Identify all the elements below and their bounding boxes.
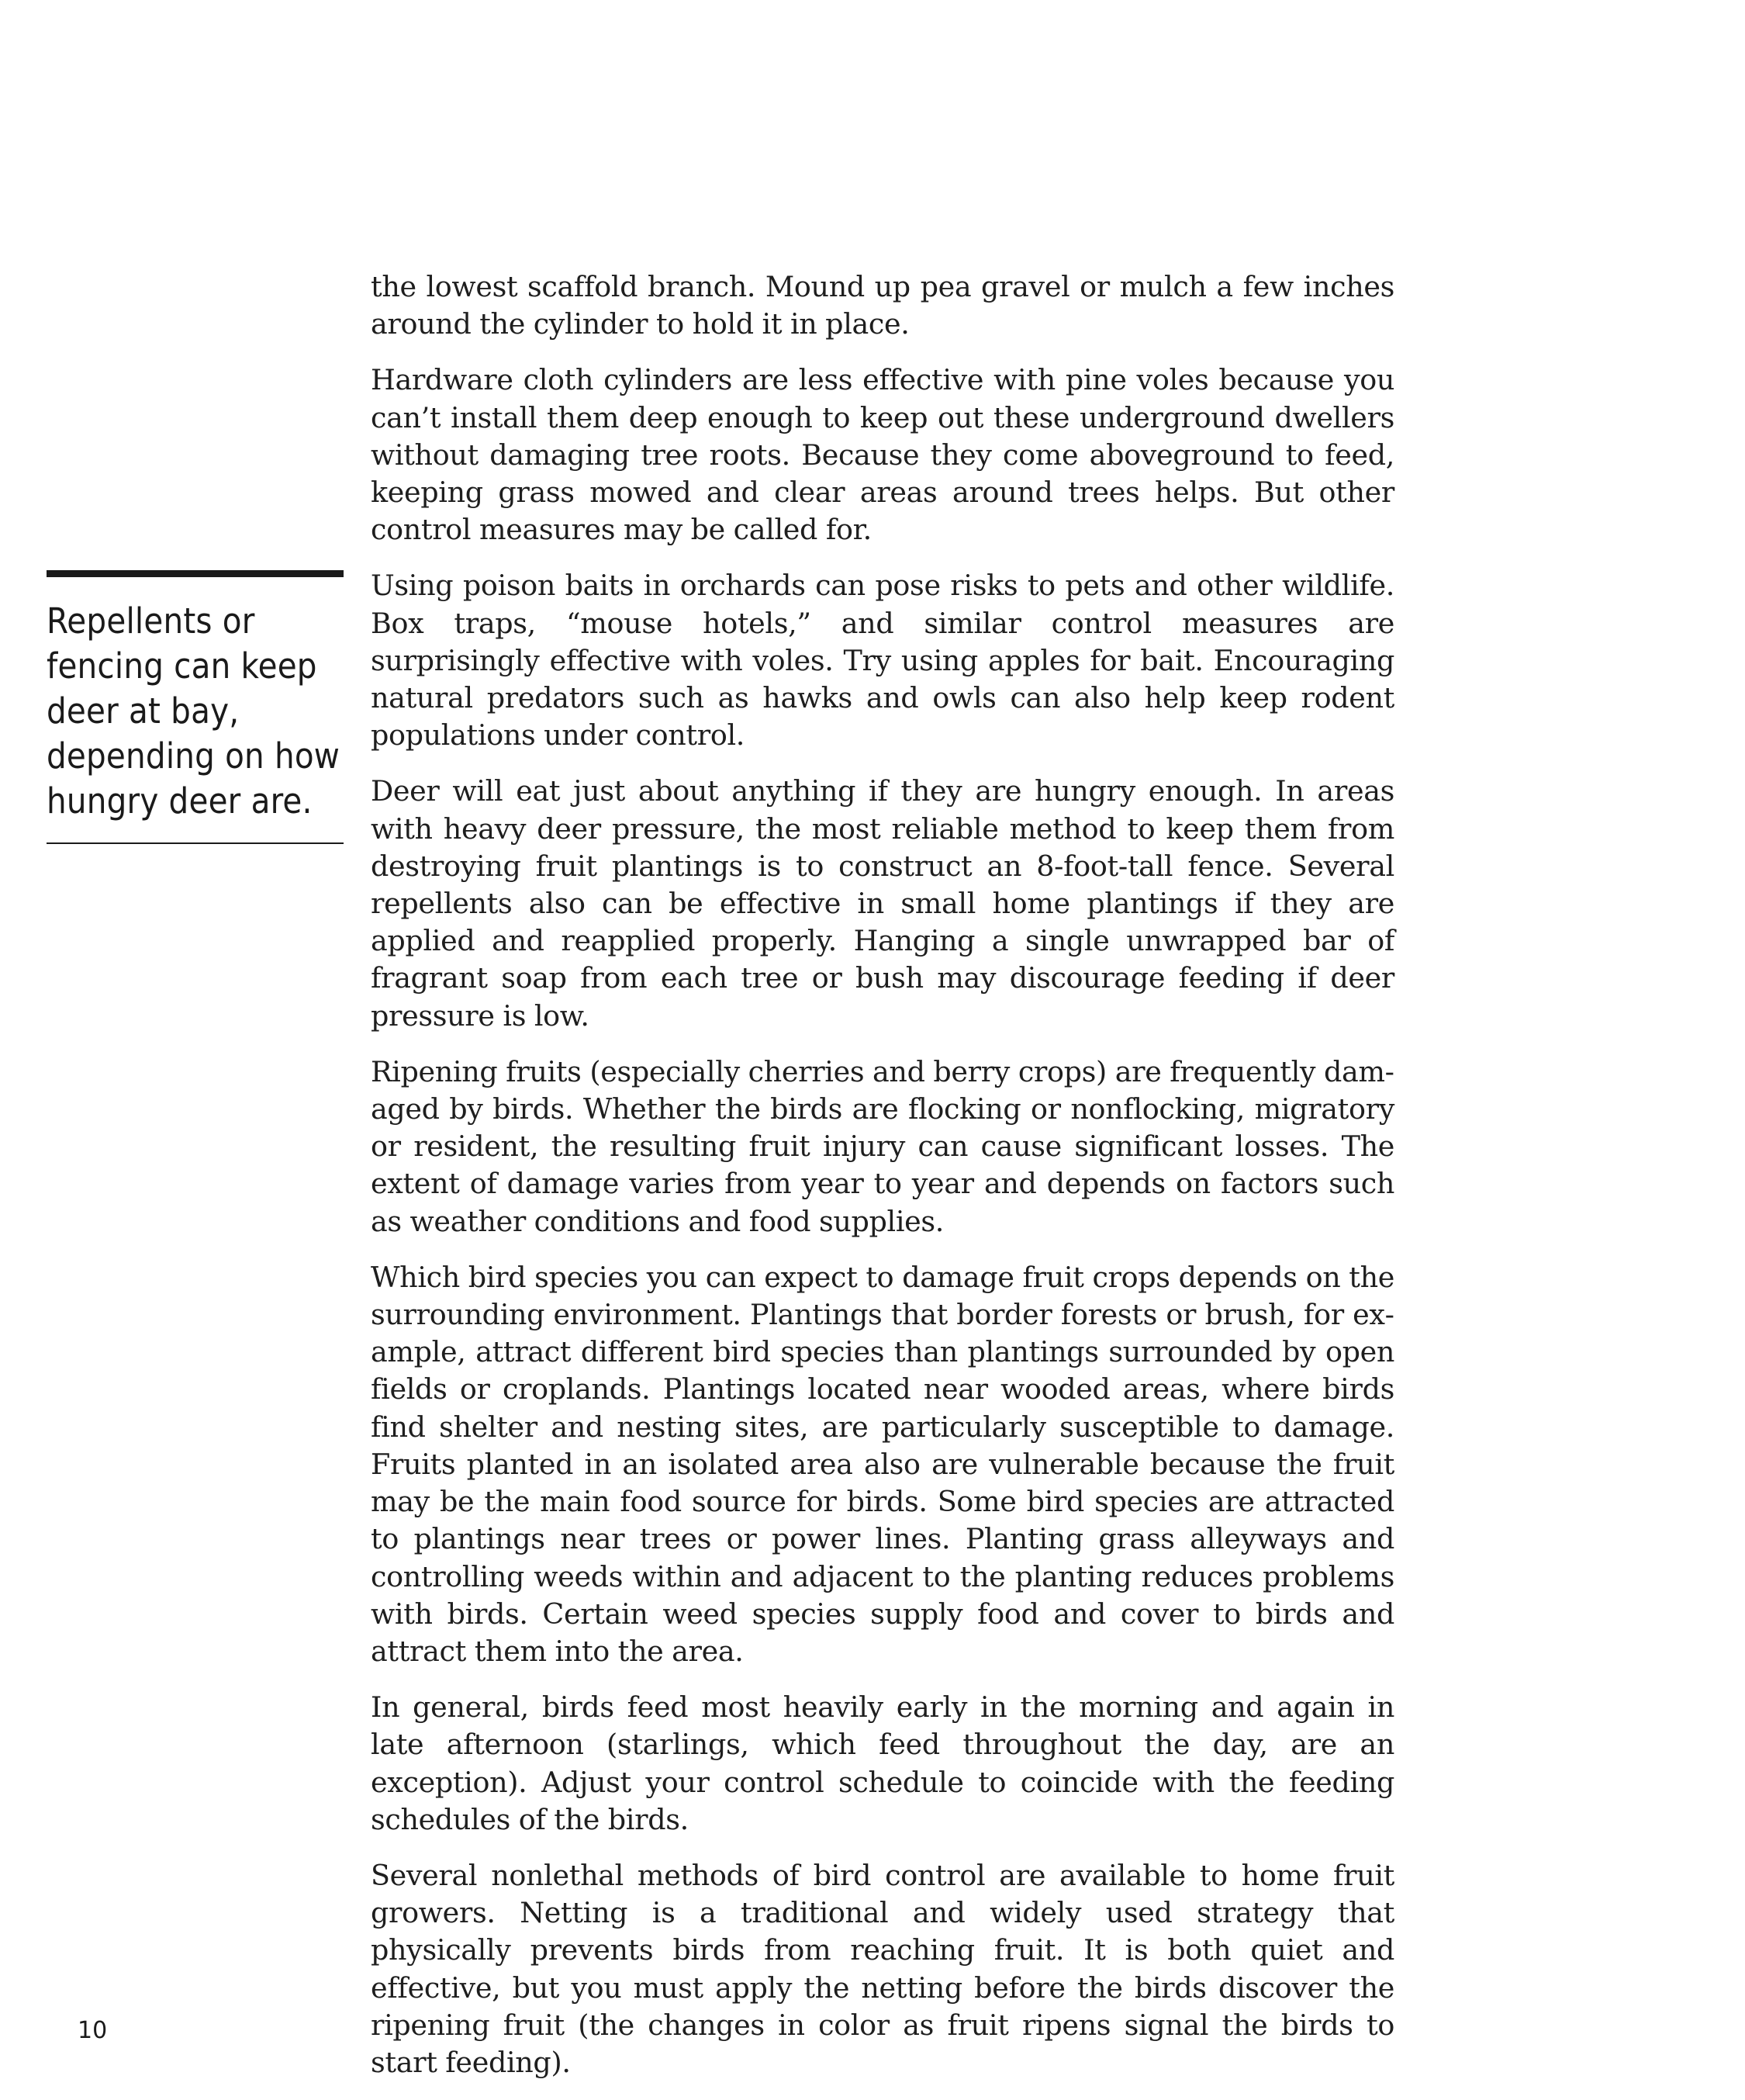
pull-quote: Repellents or fencing can keep deer at bay, depending on how hungry deer are. [47,600,340,822]
paragraph: Several nonlethal methods of bird control are available to home fruit growers. Netting is a traditional and widely used strategy that physically prevents birds from reaching fruit. It is both quiet and effective, but you must apply the netting before the birds discover the ripening fruit (the changes in color as fruit ripens signal the birds to start feeding). [371,1858,1394,2079]
callout-top-rule [47,570,344,577]
paragraph: the lowest scaffold branch. Mound up pea gravel or mulch a few inches around the cylinder to hold it in place. [371,270,1394,341]
body-text-column [371,268,1394,2100]
paragraph: In general, birds feed most heavily early in the morning and again in late afternoon (starlings, which feed throughout the day, are an exception). Adjust your control schedule to coincide with the feeding schedules of the birds. [371,1690,1394,1836]
paragraph: Ripening fruits (especially cherries and berry crops) are frequently damaged by birds. Whether the birds are flocking or nonflocking, migratory or resident, the resulting fruit injury can cause significant losses. The extent of damage varies from year to year and depends on factors such as weather conditions and food supplies. [371,1054,1394,1238]
sidebar-callout [47,570,344,844]
paragraph: Which bird species you can expect to damage fruit crops depends on the surrounding environment. Plantings that border forests or brush, for example, attract different bird species than plantings surrounded by open fields or croplands. Plantings located near wooded areas, where birds find shelter and nesting sites, are particularly susceptible to damage. Fruits planted in an isolated area also are vulnerable because the fruit may be the main food source for birds. Some bird species are attracted to plantings near trees or power lines. Planting grass alleyways and controlling weeds within and adjacent to the planting reduces problems with birds. Certain weed species supply food and cover to birds and attract them into the area. [371,1260,1394,1668]
callout-bottom-rule [47,842,344,844]
paragraph: Deer will eat just about anything if they are hungry enough. In areas with heavy deer pressure, the most reliable method to keep them from destroying fruit plantings is to construct an 8-foot-tall fence. Several repellents also can be effective in small home plantings if they are applied and reapplied properly. Hanging a single unwrapped bar of fragrant soap from each tree or bush may discourage feeding if deer pressure is low. [371,774,1394,1033]
paragraph: Hardware cloth cylinders are less effective with pine voles because you can’t install them deep enough to keep out these underground dwellers without damaging tree roots. Because they come aboveground to feed, keeping grass mowed and clear areas around trees helps. But other control measures may be called for. [371,363,1394,547]
paragraph: Using poison baits in orchards can pose risks to pets and other wildlife. Box traps, “mouse hotels,” and similar control measures are surprisingly effective with voles. Try using apples for bait. Encouraging natural predators such as hawks and owls can also help keep rodent populations under control. [371,569,1394,752]
page-number: 10 [78,2017,108,2044]
